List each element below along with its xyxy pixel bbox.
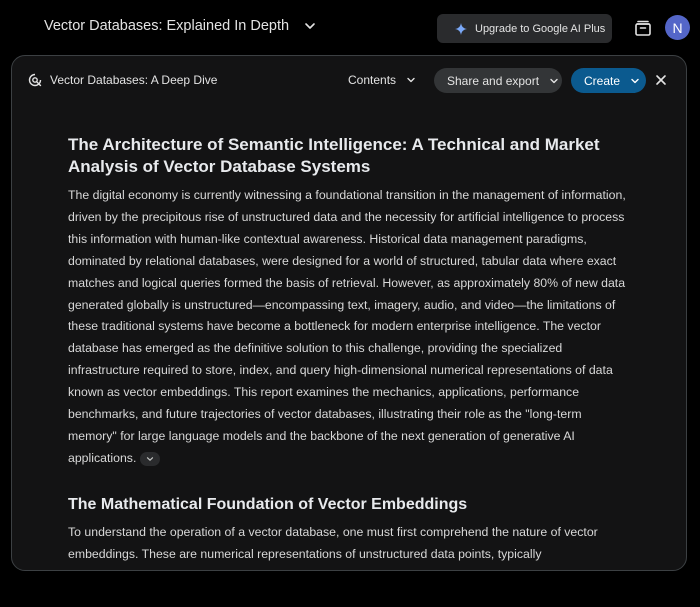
canvas-header	[12, 56, 686, 106]
share-label: Share and export	[447, 73, 540, 88]
chevron-down-icon	[549, 76, 559, 86]
document-body	[68, 134, 628, 566]
upgrade-button[interactable]	[437, 14, 612, 43]
contents-label: Contents	[348, 73, 397, 87]
upgrade-label: Upgrade to Google AI Plus	[475, 22, 606, 35]
close-icon[interactable]	[655, 74, 667, 86]
section-heading: The Mathematical Foundation of Vector Embeddings	[68, 495, 468, 513]
avatar[interactable]: N	[665, 15, 690, 40]
sparkle-icon	[455, 23, 467, 35]
chevron-down-icon	[630, 76, 640, 86]
create-label: Create	[584, 73, 621, 88]
chevron-down-icon	[303, 19, 317, 33]
contents-button[interactable]	[348, 73, 416, 87]
canvas-panel	[11, 55, 687, 571]
create-button[interactable]	[571, 68, 646, 93]
expand-button[interactable]	[140, 452, 160, 466]
chevron-down-icon	[406, 75, 416, 85]
share-and-export-button[interactable]	[434, 68, 562, 93]
chevron-down-icon	[146, 455, 154, 463]
top-bar	[0, 0, 700, 56]
archive-icon[interactable]	[634, 19, 652, 37]
paragraph-text: The digital economy is currently witnessing a foundational transition in the management of information, driven by the precipitous rise of unstructured data and the necessity for artificial intelligence to process this information with human-like contextual awareness. Historical data management paradigms, dominated by relational databases, were designed for a world of structured, tabular data where exact matches and logical queries formed the basis of retrieval. However, as approximately 80% of new data generated globally is unstructured—encompassing text, imagery, audio, and video—the limitations of these traditional systems have become a bottleneck for modern enterprise intelligence. The vector database has emerged as the definitive solution to this challenge, providing the specialized infrastructure required to store, index, and query high-dimensional numerical representations of data known as vector embeddings. This report examines the mechanics, applications, performance benchmarks, and future trajectories of vector databases, illustrating their role as the "long-term memory" for large language models and the backbone of the next generation of generative AI applications.	[68, 188, 626, 465]
canvas-title: Vector Databases: A Deep Dive	[50, 73, 218, 87]
document-paragraph	[68, 185, 628, 470]
document-heading: The Architecture of Semantic Intelligence: A Technical and Market Analysis of Vector Database Systems	[68, 135, 600, 176]
document-search-icon	[28, 73, 42, 87]
document-paragraph: To understand the operation of a vector database, one must first comprehend the nature of vector embeddings. These are numerical representations of unstructured data points, typically	[68, 524, 598, 561]
conversation-title: Vector Databases: Explained In Depth	[44, 18, 290, 34]
conversation-title-dropdown[interactable]	[44, 18, 317, 34]
